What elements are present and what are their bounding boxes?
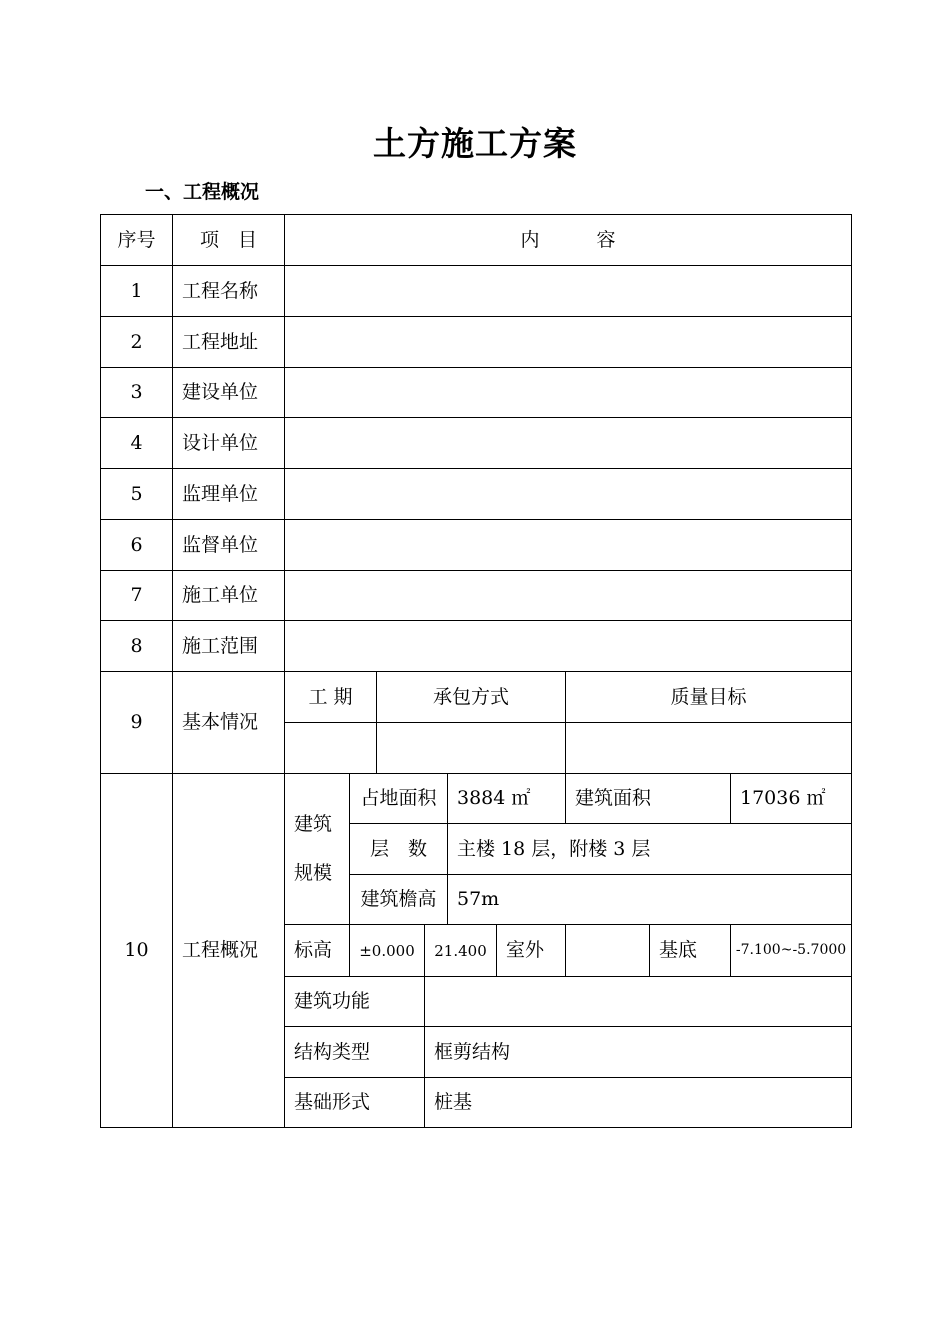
function-label: 建筑功能 bbox=[285, 977, 425, 1027]
document-title: 土方施工方案 bbox=[373, 124, 577, 163]
base-value: -7.100~-5.7000 bbox=[731, 925, 852, 977]
project-overview-table bbox=[100, 214, 852, 1128]
table-row bbox=[101, 368, 852, 418]
header-item: 项 目 bbox=[173, 215, 285, 266]
outdoor-value bbox=[566, 925, 650, 977]
table-row bbox=[101, 571, 852, 621]
row-no: 9 bbox=[101, 672, 173, 774]
contract-value bbox=[377, 723, 566, 774]
base-label: 基底 bbox=[650, 925, 731, 977]
row-content bbox=[285, 520, 852, 571]
row-item: 施工单位 bbox=[173, 571, 285, 621]
quality-value bbox=[566, 723, 852, 774]
row-item: 监督单位 bbox=[173, 520, 285, 571]
period-label: 工 期 bbox=[285, 672, 377, 723]
row-no: 4 bbox=[101, 418, 173, 469]
row-no: 7 bbox=[101, 571, 173, 621]
function-value bbox=[425, 977, 852, 1027]
floors-value: 主楼 18 层，附楼 3 层 bbox=[448, 824, 852, 875]
row-item: 工程地址 bbox=[173, 317, 285, 368]
foundation-label: 基础形式 bbox=[285, 1078, 425, 1128]
table-row bbox=[101, 317, 852, 368]
row-item: 监理单位 bbox=[173, 469, 285, 520]
contract-label: 承包方式 bbox=[377, 672, 566, 723]
foundation-value: 桩基 bbox=[425, 1078, 852, 1128]
land-area-value: 3884 ㎡ bbox=[448, 774, 566, 824]
row-item: 施工范围 bbox=[173, 621, 285, 672]
building-area-label: 建筑面积 bbox=[566, 774, 731, 824]
row-content bbox=[285, 317, 852, 368]
row-content bbox=[285, 266, 852, 317]
header-no: 序号 bbox=[101, 215, 173, 266]
row-item: 工程概况 bbox=[173, 774, 285, 1128]
eave-height-value: 57m bbox=[448, 875, 852, 925]
table-row bbox=[101, 520, 852, 571]
row-content bbox=[285, 368, 852, 418]
row-item: 工程名称 bbox=[173, 266, 285, 317]
section-heading: 一、工程概况 bbox=[145, 181, 260, 203]
row-no: 8 bbox=[101, 621, 173, 672]
row-content bbox=[285, 418, 852, 469]
row-no: 10 bbox=[101, 774, 173, 1128]
table-header-row bbox=[101, 215, 852, 266]
scale-label: 建筑规模 bbox=[285, 774, 350, 925]
row-content bbox=[285, 469, 852, 520]
row-no: 5 bbox=[101, 469, 173, 520]
floors-label: 层 数 bbox=[350, 824, 448, 875]
basic-info-header-row bbox=[101, 672, 852, 723]
row-item: 设计单位 bbox=[173, 418, 285, 469]
elevation-zero: ±0.000 bbox=[350, 925, 425, 977]
row-no: 3 bbox=[101, 368, 173, 418]
eave-height-label: 建筑檐高 bbox=[350, 875, 448, 925]
row-no: 6 bbox=[101, 520, 173, 571]
structure-label: 结构类型 bbox=[285, 1027, 425, 1078]
elevation-label: 标高 bbox=[285, 925, 350, 977]
period-value bbox=[285, 723, 377, 774]
overview-area-row bbox=[101, 774, 852, 824]
building-area-value: 17036 ㎡ bbox=[731, 774, 852, 824]
row-content bbox=[285, 621, 852, 672]
row-no: 2 bbox=[101, 317, 173, 368]
row-no: 1 bbox=[101, 266, 173, 317]
land-area-label: 占地面积 bbox=[350, 774, 448, 824]
elevation-value: 21.400 bbox=[425, 925, 497, 977]
structure-value: 框剪结构 bbox=[425, 1027, 852, 1078]
table-row bbox=[101, 418, 852, 469]
row-item: 建设单位 bbox=[173, 368, 285, 418]
quality-label: 质量目标 bbox=[566, 672, 852, 723]
header-content: 内 容 bbox=[285, 215, 852, 266]
row-item: 基本情况 bbox=[173, 672, 285, 774]
outdoor-label: 室外 bbox=[497, 925, 566, 977]
row-content bbox=[285, 571, 852, 621]
table-row bbox=[101, 621, 852, 672]
table-row bbox=[101, 266, 852, 317]
table-row bbox=[101, 469, 852, 520]
